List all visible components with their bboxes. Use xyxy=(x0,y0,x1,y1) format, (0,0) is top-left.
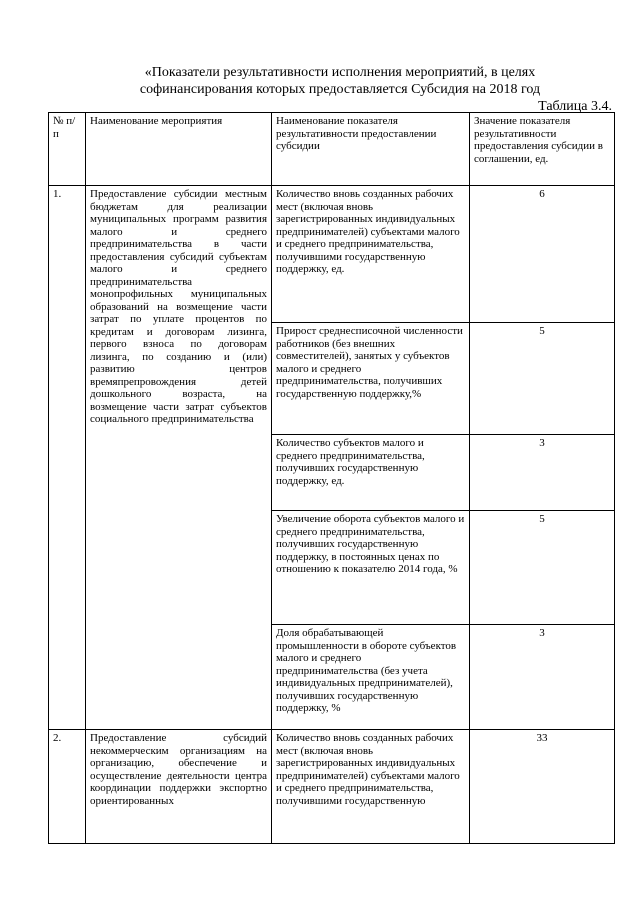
title-line-1: «Показатели результативности исполнения мероприятий, в целях xyxy=(144,65,536,80)
header-num: № п/п xyxy=(49,113,86,186)
event-name: Предоставление субсидий некоммерческим организациям на организацию, обеспечение и осуществление деятельности центра координации поддержки экспортно ориентированных xyxy=(86,730,272,844)
indicator-name: Количество вновь созданных рабочих мест (включая вновь зарегистрированных индивидуальных предпринимателей) субъектами малого и среднего предпринимательства, получившими государственную xyxy=(272,730,470,844)
indicator-name: Доля обрабатывающей промышленности в обороте субъектов малого и среднего предпринимательства (без учета индивидуальных предпринимателей), получивших государственную поддержку, % xyxy=(272,625,470,730)
indicators-table xyxy=(48,112,615,844)
header-value: Значение показателя результативности предоставления субсидии в соглашении, ед. xyxy=(470,113,615,186)
indicator-name: Количество вновь созданных рабочих мест (включая вновь зарегистрированных индивидуальных предпринимателей) субъектами малого и среднего предпринимательства, получившими государственную поддержку, ед. xyxy=(272,186,470,323)
indicator-value: 3 xyxy=(470,625,615,730)
indicator-value: 33 xyxy=(470,730,615,844)
event-name: Предоставление субсидии местным бюджетам для реализации муниципальных программ развития малого и среднего предпринимательства в части предоставления субсидий субъектам малого и среднего предпринимательства монопрофильных муниципальных образований на возмещение части затрат по уплате процентов по кредитам и договорам лизинга, первого взноса по договорам лизинга, по созданию и (или) развитию центров времяпрепровождения детей дошкольного возраста, на возмещение части затрат субъектов социального предпринимательства xyxy=(86,186,272,730)
table-row xyxy=(49,186,615,323)
indicator-value: 5 xyxy=(470,323,615,435)
table-number: Таблица 3.4. xyxy=(538,99,612,114)
row-num: 1. xyxy=(49,186,86,730)
indicator-name: Увеличение оборота субъектов малого и среднего предпринимательства, получивших государственную поддержку, в постоянных ценах по отношению к показателю 2014 года, % xyxy=(272,511,470,625)
indicator-value: 3 xyxy=(470,435,615,511)
table-header-row xyxy=(49,113,615,186)
indicator-name: Количество субъектов малого и среднего предпринимательства, получивших государственную поддержку, ед. xyxy=(272,435,470,511)
document-title xyxy=(100,64,580,98)
table-row xyxy=(49,730,615,844)
row-num: 2. xyxy=(49,730,86,844)
indicator-value: 6 xyxy=(470,186,615,323)
indicator-name: Прирост среднесписочной численности работников (без внешних совместителей), занятых у субъектов малого и среднего предпринимательства, получивших государственную поддержку,% xyxy=(272,323,470,435)
header-event: Наименование мероприятия xyxy=(86,113,272,186)
title-line-2: софинансирования которых предоставляется Субсидия на 2018 год xyxy=(139,82,541,97)
indicator-value: 5 xyxy=(470,511,615,625)
header-indicator: Наименование показателя результативности предоставлении субсидии xyxy=(272,113,470,186)
